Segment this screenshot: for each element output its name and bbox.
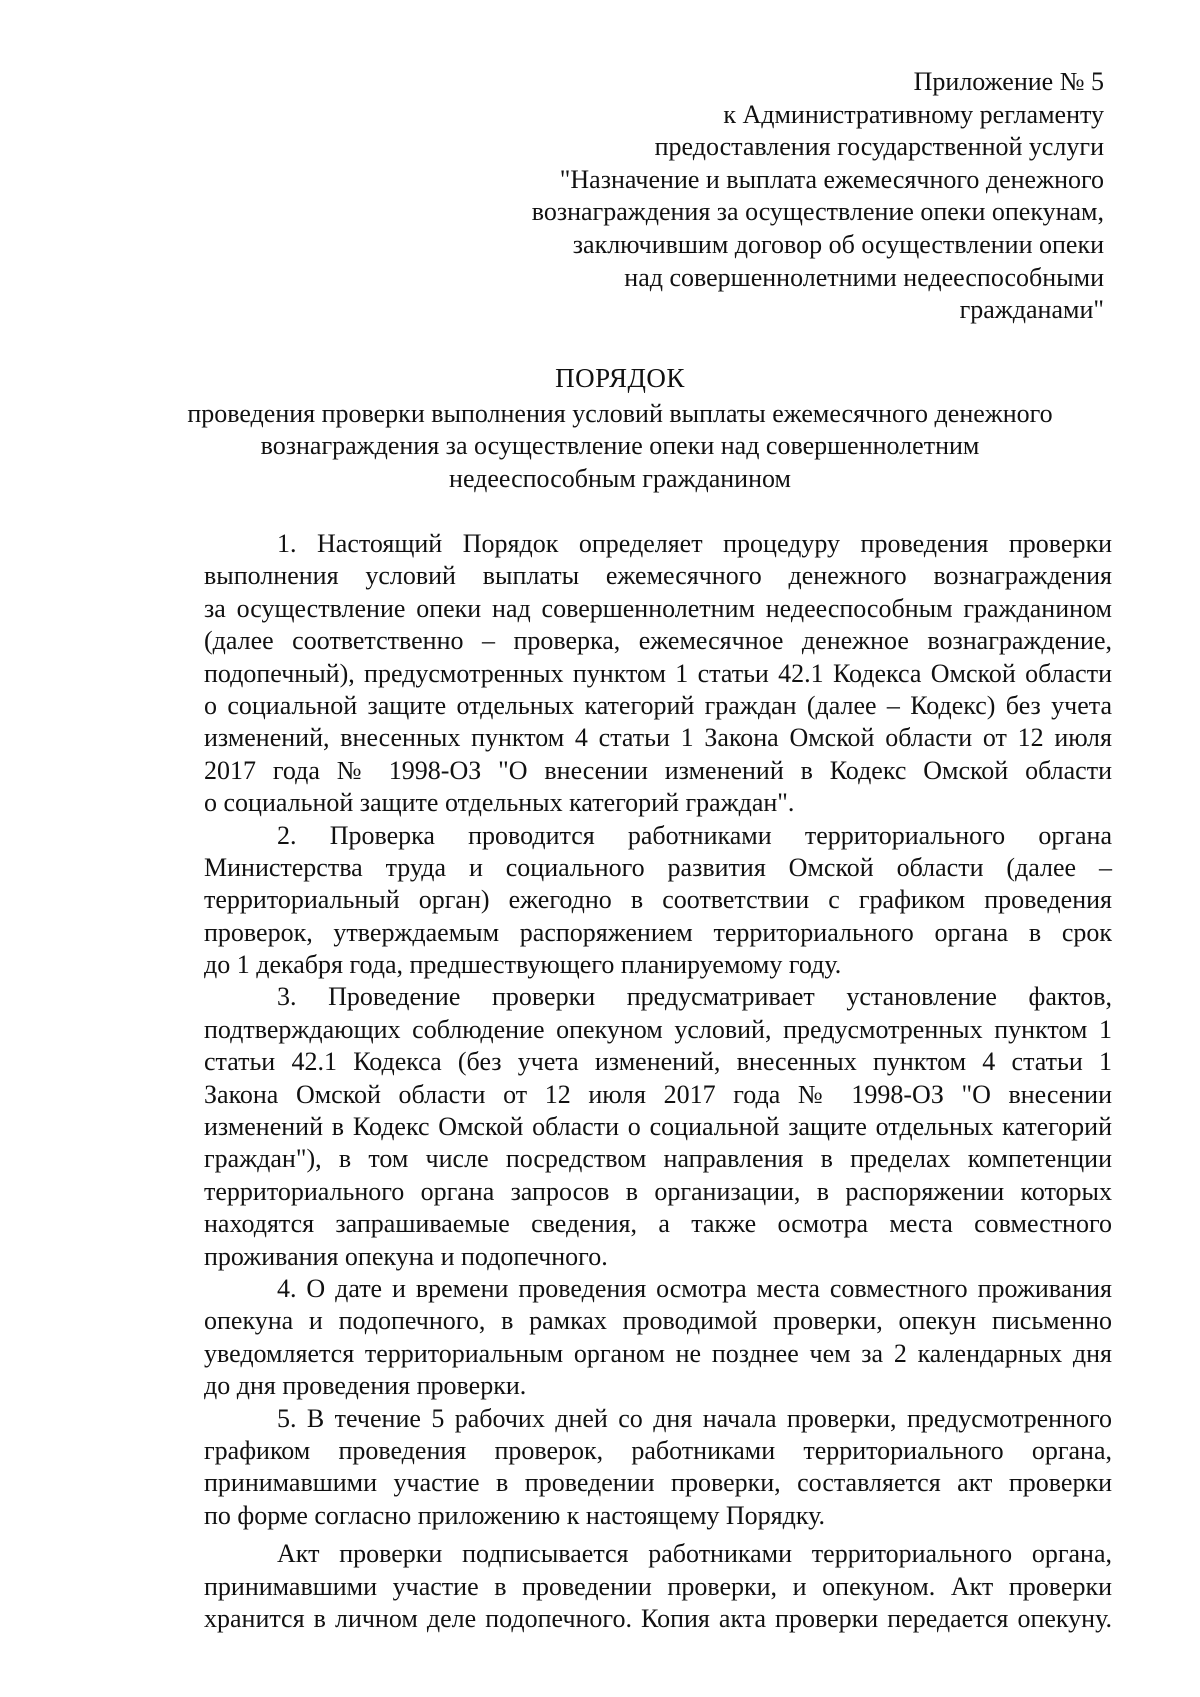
text-line: статьи 42.1 Кодекса (без учета изменений, внесенных пунктом 4 статьи 1	[204, 1047, 1112, 1077]
text-line: о социальной защите отдельных категорий граждан (далее – Кодекс) без учета	[204, 690, 1112, 720]
appendix-line: "Назначение и выплата ежемесячного денежного	[559, 164, 1104, 194]
text-line: принимавшими участие в проведении проверки, составляется акт проверки	[204, 1468, 1112, 1498]
text-line: проверок, утверждаемым распоряжением территориального органа в срок	[204, 917, 1112, 947]
text-line: опекуна и подопечного, в рамках проводимой проверки, опекун письменно	[204, 1306, 1112, 1336]
text-line: 1. Настоящий Порядок определяет процедуру проведения проверки	[277, 529, 1112, 558]
appendix-line: заключившим договор об осуществлении опеки	[572, 229, 1104, 259]
paragraph-5	[131, 1403, 1112, 1533]
text-line: графиком проведения проверок, работниками территориального органа,	[204, 1435, 1112, 1465]
paragraph-6	[131, 1538, 1112, 1635]
text-line: территориального органа запросов в организации, в распоряжении которых	[204, 1176, 1112, 1206]
appendix-line: вознаграждения за осуществление опеки опекунам,	[531, 197, 1104, 227]
text-line: Акт проверки подписывается работниками территориального органа,	[277, 1539, 1112, 1569]
paragraph-1	[131, 528, 1112, 820]
appendix-line: к Административному регламенту	[723, 99, 1104, 129]
text-line: изменений в Кодекс Омской области о социальной защите отдельных категорий	[204, 1112, 1112, 1142]
title-line: недееспособным гражданином	[449, 463, 791, 493]
text-line: о социальной защите отдельных категорий граждан".	[204, 788, 795, 818]
text-line: выполнения условий выплаты ежемесячного денежного вознаграждения	[204, 561, 1112, 591]
text-line: уведомляется территориальным органом не позднее чем за 2 календарных дня	[204, 1338, 1112, 1368]
appendix-line: гражданами"	[959, 295, 1104, 325]
text-line: 4. О дате и времени проведения осмотра места совместного проживания	[277, 1273, 1112, 1303]
title-line: вознаграждения за осуществление опеки над совершеннолетним	[260, 431, 980, 461]
appendix-line: над совершеннолетними недееспособными	[624, 262, 1104, 292]
text-line: граждан"), в том числе посредством направления в пределах компетенции	[204, 1144, 1112, 1174]
text-line: проживания опекуна и подопечного.	[204, 1241, 608, 1271]
text-line: подопечный), предусмотренных пунктом 1 статьи 42.1 Кодекса Омской области	[204, 658, 1112, 688]
paragraph-4	[131, 1273, 1112, 1403]
text-line: изменений, внесенных пунктом 4 статьи 1 Закона Омской области от 12 июля	[204, 723, 1112, 753]
text-line: 3. Проведение проверки предусматривает установление фактов,	[277, 982, 1112, 1012]
text-line: Закона Омской области от 12 июля 2017 года № 1998-ОЗ "О внесении	[204, 1079, 1112, 1109]
text-line: принимавшими участие в проведении проверки, и опекуном. Акт проверки	[204, 1571, 1112, 1601]
text-line: (далее соответственно – проверка, ежемесячное денежное вознаграждение,	[204, 626, 1112, 656]
text-line: за осуществление опеки над совершеннолетним недееспособным гражданином	[204, 593, 1112, 623]
text-line: находятся запрашиваемые сведения, а также осмотра места совместного	[204, 1209, 1112, 1239]
text-line: подтверждающих соблюдение опекуном условий, предусмотренных пунктом 1	[204, 1014, 1112, 1044]
document-title	[130, 362, 1110, 495]
text-line: 2. Проверка проводится работниками территориального органа	[277, 820, 1112, 850]
title-heading: ПОРЯДОК	[555, 363, 685, 393]
appendix-line: предоставления государственной услуги	[654, 132, 1104, 162]
appendix-header	[404, 66, 1104, 327]
document-body	[131, 528, 1112, 1635]
text-line: хранится в личном деле подопечного. Копия акта проверки передается опекуну.	[204, 1603, 1112, 1633]
appendix-line: Приложение № 5	[913, 67, 1104, 96]
text-line: 5. В течение 5 рабочих дней со дня начала проверки, предусмотренного	[277, 1403, 1112, 1433]
text-line: до дня проведения проверки.	[204, 1371, 527, 1401]
paragraph-3	[131, 981, 1112, 1273]
text-line: до 1 декабря года, предшествующего планируемому году.	[204, 950, 842, 980]
text-line: 2017 года № 1998-ОЗ "О внесении изменений в Кодекс Омской области	[204, 755, 1112, 785]
text-line: по форме согласно приложению к настоящему Порядку.	[204, 1500, 826, 1530]
title-line: проведения проверки выполнения условий выплаты ежемесячного денежного	[187, 398, 1053, 428]
paragraph-2	[131, 820, 1112, 982]
text-line: Министерства труда и социального развития Омской области (далее –	[204, 852, 1112, 882]
text-line: территориальный орган) ежегодно в соответствии с графиком проведения	[204, 885, 1112, 915]
